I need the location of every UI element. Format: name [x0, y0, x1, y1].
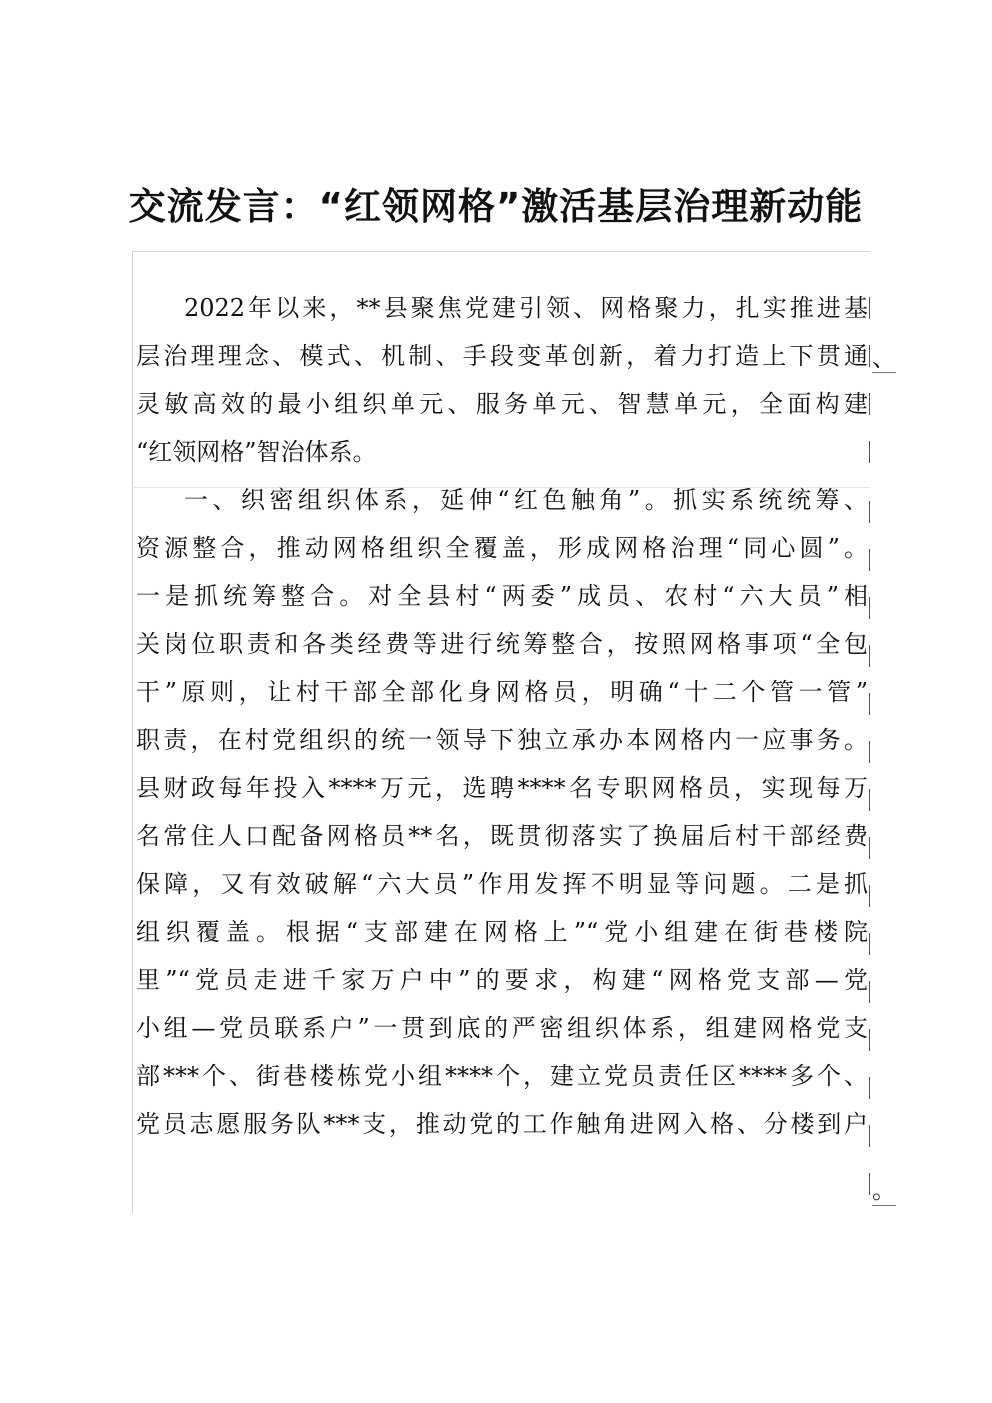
overflow-underline	[872, 372, 896, 373]
text-line: 部***个、街巷楼栋党小组****个，建立党员责任区****多个、	[136, 1062, 868, 1090]
paragraph-section-one	[136, 476, 868, 1148]
line-end-marker	[869, 837, 870, 859]
text-line: 党员志愿服务队***支，推动党的工作触角进网入格、分楼到户	[136, 1110, 868, 1138]
text-line: 2022年以来，**县聚焦党建引领、网格聚力，扎实推进基	[184, 294, 868, 322]
text-line: 一是抓统筹整合。对全县村“两委”成员、农村“六大员”相	[136, 582, 868, 610]
line-end-marker	[869, 297, 870, 319]
line-end-marker	[869, 1077, 870, 1099]
line-end-marker	[869, 345, 870, 367]
line-end-marker	[869, 501, 870, 523]
document-body	[136, 284, 868, 1148]
text-line: 关岗位职责和各类经费等进行统筹整合，按照网格事项“全包	[136, 630, 868, 658]
line-end-marker	[869, 645, 870, 667]
text-line: 一、织密组织体系，延伸“红色触角”。抓实系统统筹、	[184, 486, 868, 514]
text-line: 资源整合，推动网格组织全覆盖，形成网格治理“同心圆”。	[136, 534, 868, 562]
line-end-marker	[869, 1125, 870, 1147]
line-end-marker	[869, 597, 870, 619]
text-line: 里”“党员走进千家万户中”的要求，构建“网格党支部—党	[136, 966, 868, 994]
line-end-marker	[869, 981, 870, 1003]
text-line: 灵敏高效的最小组织单元、服务单元、智慧单元，全面构建	[136, 390, 868, 418]
hanging-punctuation: 。	[872, 1176, 896, 1204]
line-end-marker	[869, 933, 870, 955]
line-end-marker	[869, 789, 870, 811]
line-end-marker	[869, 693, 870, 715]
text-line: 名常住人口配备网格员**名，既贯彻落实了换届后村干部经费	[136, 822, 868, 850]
text-line: 层治理理念、模式、机制、手段变革创新，着力打造上下贯通	[136, 342, 868, 370]
line-end-marker	[869, 549, 870, 571]
text-frame-left-border	[132, 251, 133, 1213]
text-frame-top-border	[132, 251, 870, 252]
text-line: 保障，又有效破解“六大员”作用发挥不明显等问题。二是抓	[136, 870, 868, 898]
hanging-punctuation: 、	[872, 344, 896, 372]
text-line: “红领网格”智治体系。	[136, 438, 377, 466]
text-line: 干”原则，让村干部全部化身网格员，明确“十二个管一管”	[136, 678, 868, 706]
line-end-marker	[869, 1029, 870, 1051]
line-end-marker	[869, 1173, 870, 1195]
line-end-marker	[869, 393, 870, 415]
text-line: 组织覆盖。根据“支部建在网格上”“党小组建在街巷楼院	[136, 918, 868, 946]
line-end-marker	[869, 441, 870, 463]
document-title: 交流发言：“红领网格”激活基层治理新动能	[128, 185, 864, 228]
paragraph-intro	[136, 284, 868, 476]
overflow-underline	[872, 1205, 896, 1206]
text-line: 县财政每年投入****万元，选聘****名专职网格员，实现每万	[136, 774, 868, 802]
text-line: 职责，在村党组织的统一领导下独立承办本网格内一应事务。	[136, 726, 868, 754]
text-line: 小组—党员联系户”一贯到底的严密组织体系，组建网格党支	[136, 1014, 868, 1042]
line-end-marker	[869, 741, 870, 763]
line-end-marker	[869, 885, 870, 907]
